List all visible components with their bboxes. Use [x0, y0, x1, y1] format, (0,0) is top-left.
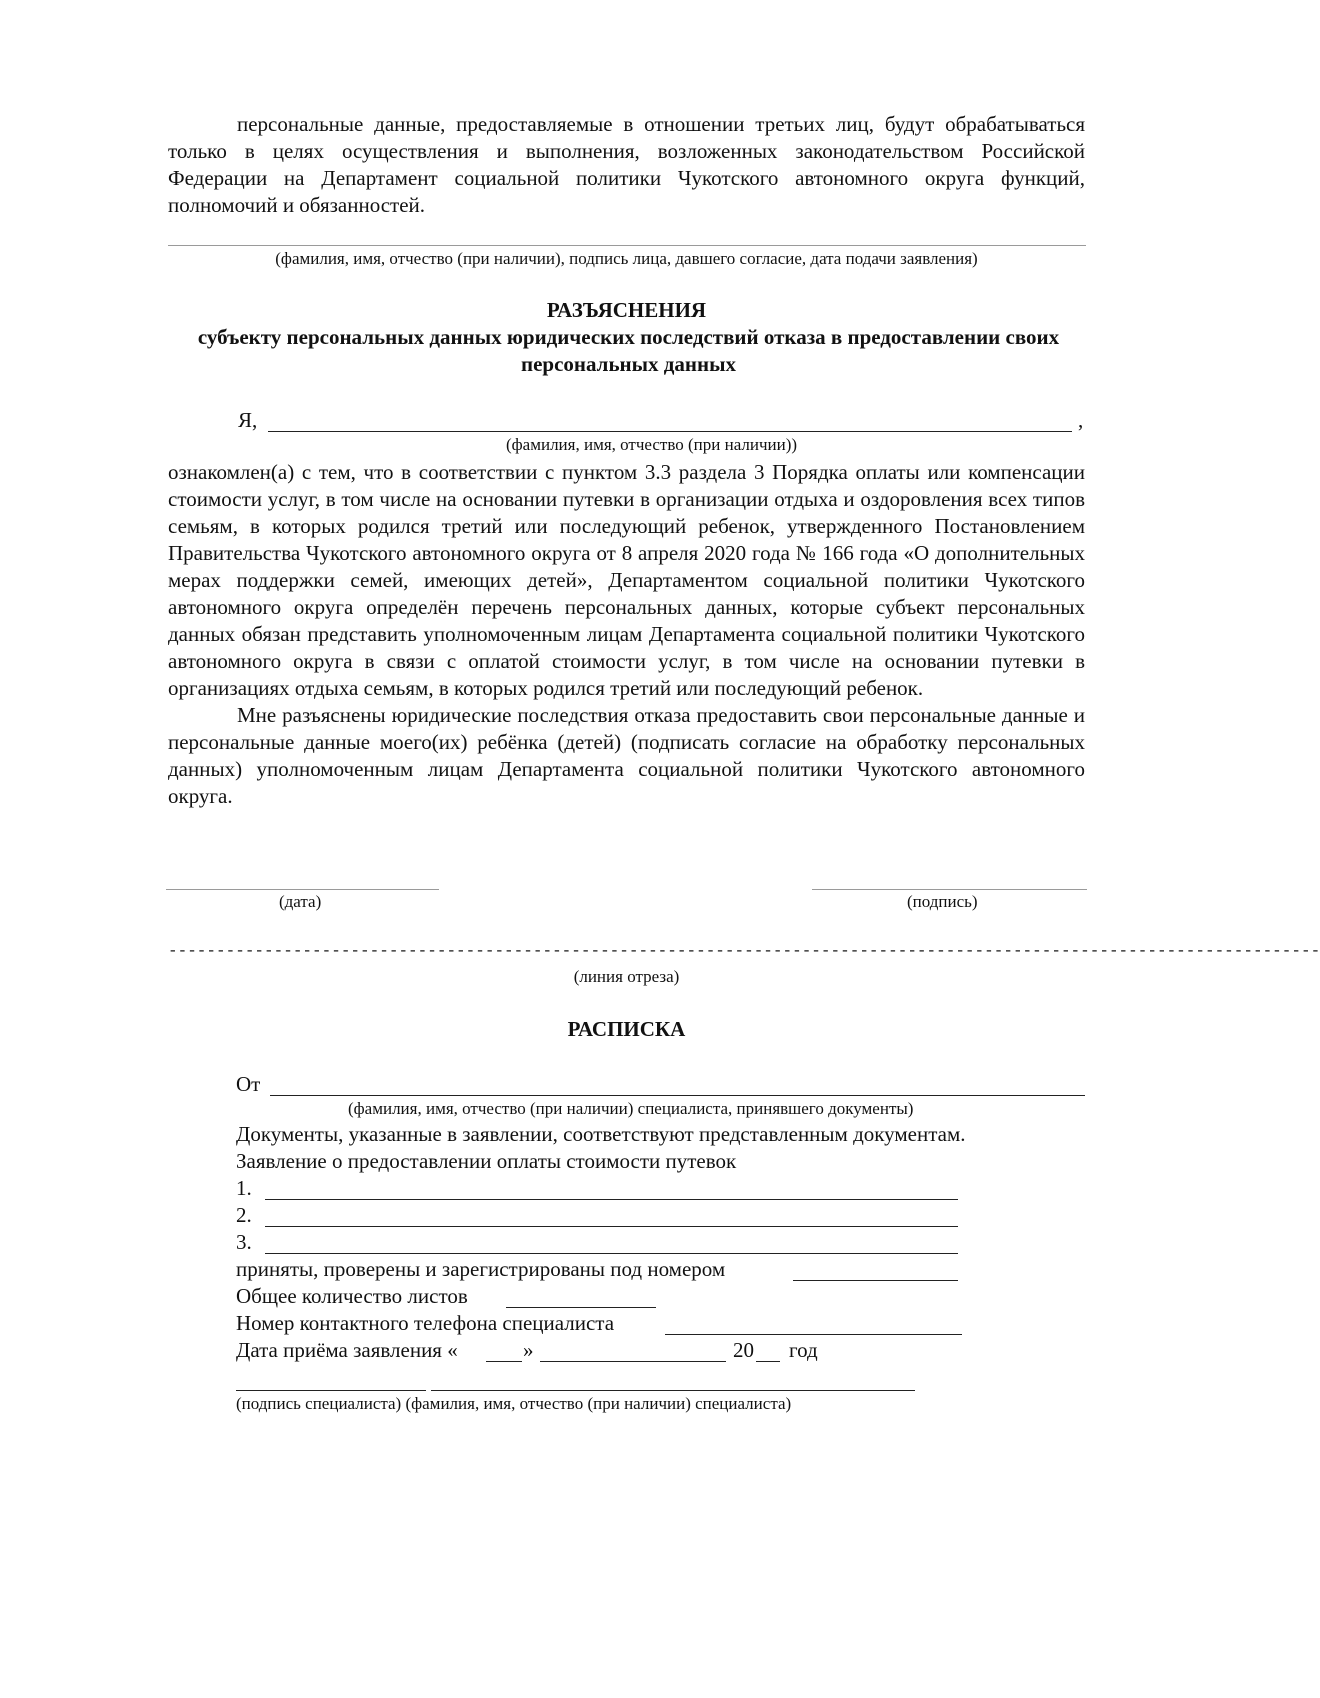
receipt-item-2-line	[265, 1226, 958, 1227]
signature-line	[812, 889, 1087, 890]
name-caption: (фамилия, имя, отчество (при наличии))	[506, 435, 798, 454]
receipt-item-3-line	[265, 1253, 958, 1254]
receipt-day-line	[486, 1361, 522, 1362]
consent-paragraph	[168, 111, 1085, 219]
receipt-number-line	[793, 1280, 958, 1281]
receipt-year-line	[756, 1361, 780, 1362]
clarification-title: РАЗЪЯСНЕНИЯ	[546, 298, 707, 322]
receipt-year-prefix: 20	[733, 1338, 754, 1362]
receipt-accepted-label: приняты, проверены и зарегистрированы под номером	[236, 1257, 726, 1281]
receipt-item-1-line	[265, 1199, 958, 1200]
cut-line: ------------------------------------------------------------------------------------------------------------------------	[168, 942, 1320, 960]
name-line	[268, 431, 1072, 432]
consent-text: персональные данные, предоставляемые в отношении третьих лиц, будут обрабатываться только в целях осуществления и выполнения, возложенных законодательством Российской Федерации на Департамент социальной политики Чукотского автономного округа функций, полномочий и обязанностей.	[168, 112, 1085, 217]
receipt-month-line	[540, 1361, 726, 1362]
clarification-body	[168, 459, 1085, 810]
receipt-from-line	[270, 1095, 1085, 1096]
receipt-line-1: Документы, указанные в заявлении, соответствуют представленным документам.	[236, 1122, 966, 1146]
date-caption: (дата)	[279, 892, 322, 911]
clarification-subtitle: субъекту персональных данных юридических последствий отказа в предоставлении своих персональных данных	[197, 325, 1060, 376]
receipt-phone-line	[665, 1334, 962, 1335]
date-line	[166, 889, 439, 890]
receipt-bottom-caption: (подпись специалиста) (фамилия, имя, отчество (при наличии) специалиста)	[236, 1394, 792, 1413]
receipt-phone-label: Номер контактного телефона специалиста	[236, 1311, 615, 1335]
receipt-sheets-line	[506, 1307, 656, 1308]
receipt-year-suffix: год	[789, 1338, 818, 1362]
receipt-from-label: От	[236, 1072, 261, 1096]
clarification-paragraph-1: ознакомлен(а) с тем, что в соответствии с пунктом 3.3 раздела 3 Порядка оплаты или компенсации стоимости услуг, в том числе на основании путевки в организации отдыха и оздоровления всех типов семьям, в которых родился третий или последующий ребенок, утвержденного Постановлением Правительства Чукотского автономного округа от 8 апреля 2020 года № 166 года «О дополнительных мерах поддержки семей, имеющих детей», Департаментом социальной политики Чукотского автономного округа определён перечень персональных данных, которые субъект персональных данных обязан представить уполномоченным лицам Департамента социальной политики Чукотского автономного округа в связи с оплатой стоимости услуг, в том числе на основании путевки в организациях отдыха семьям, в которых родился третий или последующий ребенок.	[168, 460, 1085, 700]
signature-caption: (подпись)	[907, 892, 978, 911]
clarification-paragraph-2: Мне разъяснены юридические последствия отказа предоставить свои персональные данные и персональные данные моего(их) ребёнка (детей) (подписать согласие на обработку персональных данных) уполномоченным лицам Департамента социальной политики Чукотского автономного округа.	[168, 703, 1085, 808]
receipt-date-label: Дата приёма заявления «	[236, 1338, 458, 1362]
name-comma: ,	[1078, 408, 1084, 432]
consent-signature-line	[168, 245, 1086, 246]
receipt-sheets-label: Общее количество листов	[236, 1284, 468, 1308]
receipt-specialist-name-line	[431, 1390, 915, 1391]
receipt-specialist-signature-line	[236, 1390, 426, 1391]
i-label: Я,	[238, 408, 258, 432]
receipt-title: РАСПИСКА	[567, 1017, 686, 1041]
receipt-date-quote-close: »	[523, 1338, 534, 1362]
receipt-item-1-label: 1.	[236, 1176, 252, 1200]
receipt-from-caption: (фамилия, имя, отчество (при наличии) специалиста, принявшего документы)	[348, 1099, 914, 1118]
consent-caption: (фамилия, имя, отчество (при наличии), подпись лица, давшего согласие, дата подачи заявления)	[275, 249, 978, 268]
receipt-item-3-label: 3.	[236, 1230, 252, 1254]
receipt-line-2: Заявление о предоставлении оплаты стоимости путевок	[236, 1149, 737, 1173]
receipt-item-2-label: 2.	[236, 1203, 252, 1227]
cut-line-caption: (линия отреза)	[573, 967, 680, 986]
